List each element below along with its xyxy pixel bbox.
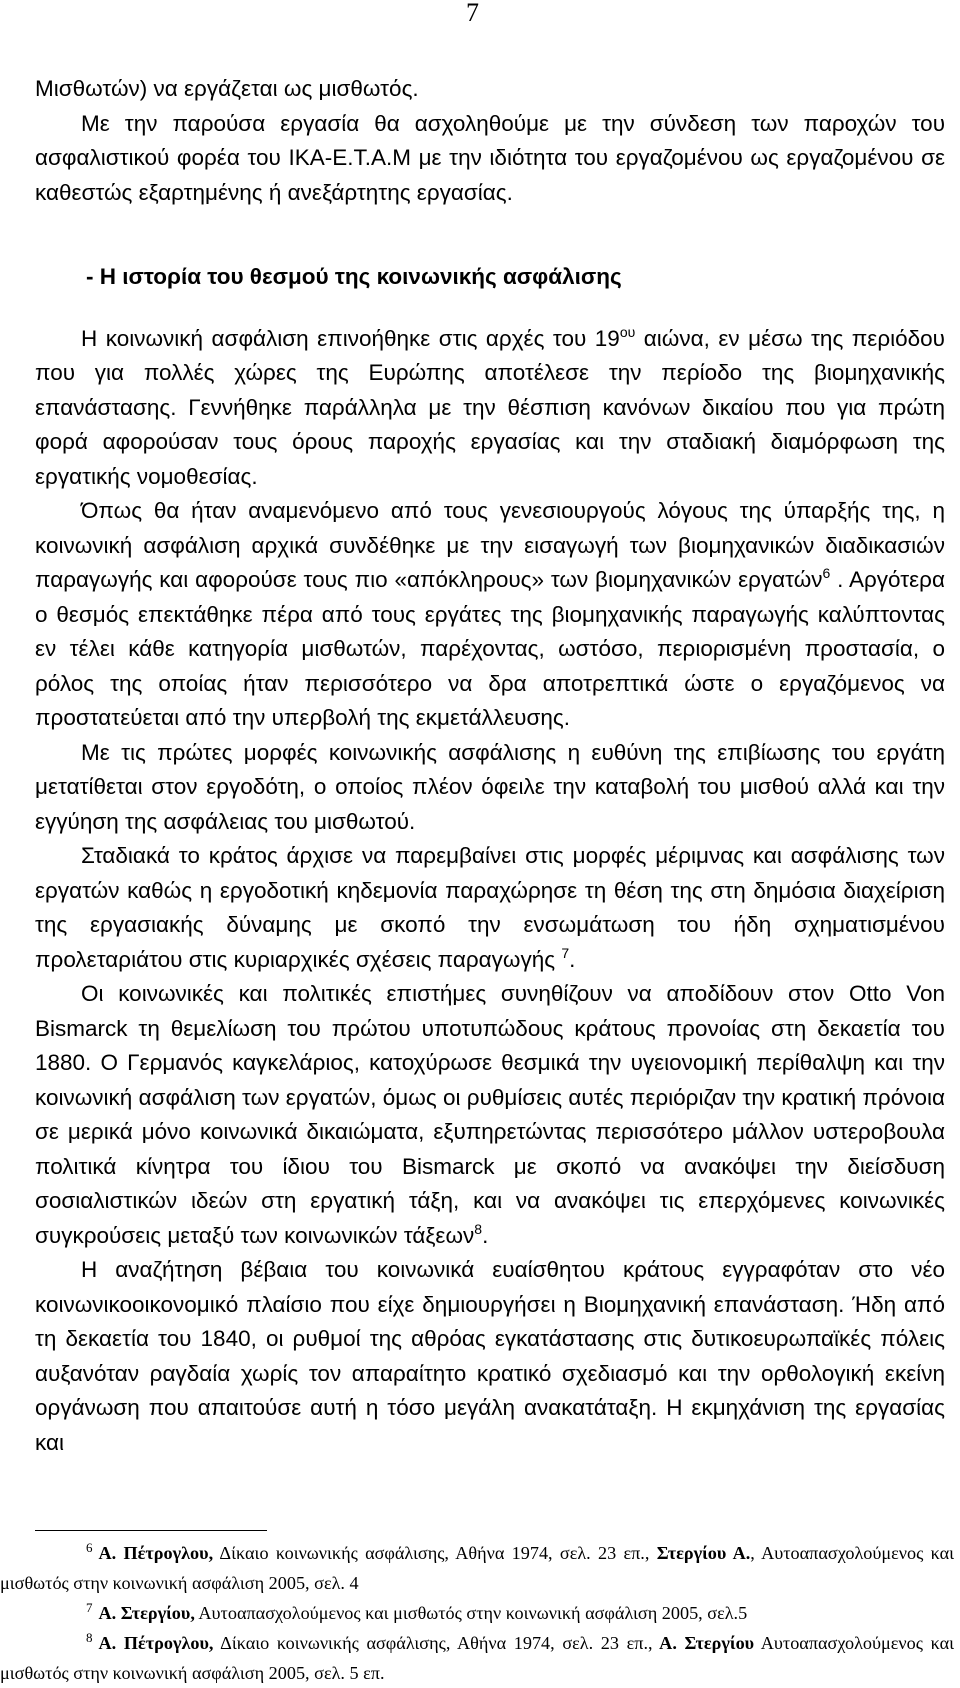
footnote-8 xyxy=(0,1628,954,1688)
footnote-6 xyxy=(0,1538,954,1598)
paragraph-employer: Με τις πρώτες μορφές κοινωνικής ασφάλισης η ευθύνη της επιβίωσης του εργάτη μετατίθεται στον εργοδότη, ο οποίος πλέον όφειλε την καταβολή του μισθού αλλά και την εγγύηση της ασφάλειας του μισθωτού. xyxy=(35,739,945,834)
paragraph-text: Όπως θα ήταν αναμενόμενο από τους γενεσιουργούς λόγους της ύπαρξής της, η κοινωνική ασφάλιση αρχικά συνδέθηκε με την εισαγωγή των βιομηχανικών διαδικασιών παραγωγής και αφορούσε τους πιο «απόκληρους» των βιομηχανικών εργατών xyxy=(35,498,945,592)
footnote-author: Α. Πέτρογλου, xyxy=(98,1543,214,1563)
footnote-text: Αυτοαπασχολούμενος και μισθωτός στην κοινωνική ασφάλιση 2005, σελ. 5 επ. xyxy=(0,1633,954,1683)
footnote-text: Αυτοαπασχολούμενος και μισθωτός στην κοινωνική ασφάλιση 2005, σελ.5 xyxy=(194,1603,748,1623)
footnote-number: 8 xyxy=(86,1630,93,1645)
footnote-text: Δίκαιο κοινωνικής ασφάλισης, Αθήνα 1974, σελ. 23 επ., xyxy=(213,1633,653,1653)
paragraph-text: αιώνα, εν μέσω της περιόδου που για πολλές χώρες της Ευρώπης αποτέλεσε την περίοδο της βιομηχανικής επανάστασης. Γεννήθηκε παράλληλα με την θέσπιση κανόνων δικαίου που για πρώτη φορά αφορούσαν τους όρους παροχής εργασίας και την σταδιακή διαμόρφωση της εργατικής νομοθεσίας. xyxy=(35,325,945,489)
paragraph-text: Οι κοινωνικές και πολιτικές επιστήμες συνηθίζουν να αποδίδουν στον Otto Von Bismarck τη θεμελίωση του πρώτου υποτυπώδους κράτους προνοίας στη δεκαετία του 1880. Ο Γερμανός καγκελάριος, κατοχύρωσε θεσμικά την υγειονομική περίθαλψη και την κοινωνική ασφάλιση των εργατών, όμως οι ρυθμίσεις αυτές περιόριζαν την κρατική πρόνοια σε μερικά μόνο κοινωνικά δικαιώματα, εξυπηρετώντας περισσότερο μάλλον υστεροβουλα πολιτικά κίνητρα του ίδιου του Bismarck με σκοπό να ανακόψει την διείσδυση σοσιαλιστικών ιδεών στη εργατική τάξη, και να ανακόψει τις επερχόμενες κοινωνικές συγκρούσεις μεταξύ των κοινωνικών τάξεων xyxy=(35,981,945,1248)
footnote-author: Α. Στεργίου xyxy=(652,1633,755,1653)
footnote-author: Στεργίου Α. xyxy=(649,1543,751,1563)
paragraph-text: Η κοινωνική ασφάλιση επινοήθηκε στις αρχές του 19 xyxy=(81,325,620,351)
paragraph-text: . xyxy=(482,1222,489,1248)
footnotes xyxy=(0,1538,954,1688)
footnote-number: 7 xyxy=(86,1600,93,1615)
paragraph-history xyxy=(35,322,945,495)
paragraph-text: . xyxy=(569,946,576,972)
footnote-separator xyxy=(35,1530,267,1531)
paragraph-continuation: Μισθωτών) να εργάζεται ως μισθωτός. xyxy=(35,76,419,101)
paragraph-text: Σταδιακά το κράτος άρχισε να παρεμβαίνει στις μορφές μέριμνας και ασφάλισης των εργατών καθώς η εργοδοτική κηδεμονία παραχώρησε τη θέση της στη δημόσια διαχείριση της εργασιακής δύναμης με σκοπό την ενσωμάτωση του ήδη σχηματισμένου προλεταριάτου στις κυριαρχικές σχέσεις παραγωγής xyxy=(35,843,945,972)
footnote-ref-7: 7 xyxy=(561,944,570,961)
footnote-ref-6: 6 xyxy=(822,565,831,581)
footnote-7 xyxy=(0,1598,954,1628)
superscript: ου xyxy=(619,323,636,340)
page-number: 7 xyxy=(466,0,479,27)
paragraph-state xyxy=(35,839,945,977)
body-text xyxy=(35,72,945,1460)
footnote-author: Α. Πέτρογλου, xyxy=(98,1633,214,1653)
paragraph-origins xyxy=(35,494,945,736)
paragraph-bismarck xyxy=(35,977,945,1253)
footnote-ref-8: 8 xyxy=(474,1220,483,1237)
footnote-author: Α. Στεργίου, xyxy=(98,1603,195,1623)
paragraph-text: . Αργότερα ο θεσμός επεκτάθηκε πέρα από τους εργάτες της βιομηχανικής παραγωγής καλύπτοντας εν τέλει κάθε κατηγορία μισθωτών, παρέχοντας, ωστόσο, περιορισμένη προστασία, ο ρόλος της οποίας ήταν περισσότερο να δρα αποτρεπτικά ώστε ο εργαζόμενος να προστατεύεται από την υπερβολή της εκμετάλλευσης. xyxy=(35,567,945,730)
paragraph-intro: Με την παρούσα εργασία θα ασχοληθούμε με την σύνδεση των παροχών του ασφαλιστικού φορέα του ΙΚΑ-Ε.Τ.Α.Μ με την ιδιότητα του εργαζομένου ως εργαζομένου σε καθεστώς εξαρτημένης ή ανεξάρτητης εργασίας. xyxy=(35,110,945,205)
footnote-number: 6 xyxy=(86,1540,93,1555)
footnote-text: , Αυτοαπασχολούμενος και μισθωτός στην κοινωνική ασφάλιση 2005, σελ. 4 xyxy=(0,1543,955,1593)
section-heading: - Η ιστορία του θεσμού της κοινωνικής ασφάλισης xyxy=(86,264,622,289)
footnote-text: Δίκαιο κοινωνικής ασφάλισης, Αθήνα 1974, σελ. 23 επ., xyxy=(213,1543,650,1563)
paragraph-industrial: Η αναζήτηση βέβαια του κοινωνικά ευαίσθητου κράτους εγγραφόταν στο νέο κοινωνικοοικονομικό πλαίσιο που είχε δημιουργήσει η Βιομηχανική επανάσταση. Ήδη από τη δεκαετία του 1840, οι ρυθμοί της αθρόας εγκατάστασης στις δυτικοευρωπαϊκές πόλεις αυξανόταν ραγδαία χωρίς τον απαραίτητο κρατικό σχεδιασμό και την ορθολογική εκείνη οργάνωση που απαιτούσε αυτή η τόσο μεγάλη ανακατάταξη. Η εκμηχάνιση της εργασίας και xyxy=(35,1257,945,1455)
